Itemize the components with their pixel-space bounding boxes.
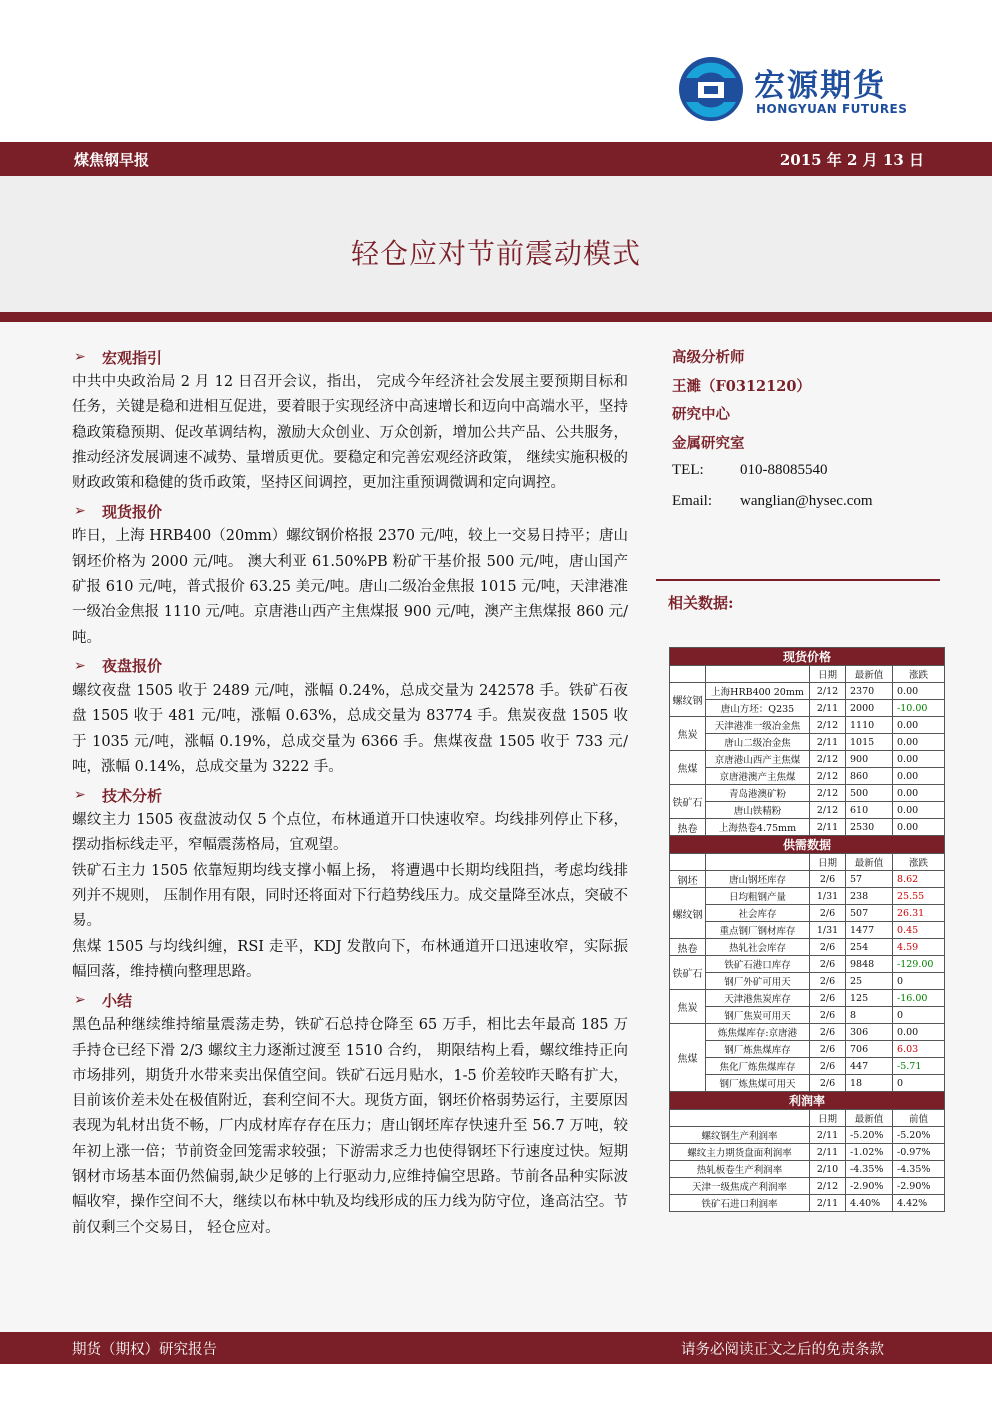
table-value-cell: 706 [846,1041,893,1058]
title-divider [0,312,992,322]
table-header-cell [706,666,810,683]
table-item-cell: 上海热卷4.75mm [706,819,810,836]
table-row [670,888,945,905]
footer-report-type: 期货（期权）研究报告 [72,1342,217,1358]
related-data-label: 相关数据: [668,594,734,612]
table-value-cell: 447 [846,1058,893,1075]
table-row [670,819,945,836]
table-change-cell: 8.62 [893,871,945,888]
table-date-cell: 2/11 [810,1195,846,1212]
table-category-cell: 铁矿石 [670,785,706,819]
section-title: 宏观指引 [102,348,163,367]
table-row [670,871,945,888]
section-heading [72,653,628,679]
table-row [670,717,945,734]
table-date-cell: 2/11 [810,819,846,836]
table-row [670,922,945,939]
table-change-cell: 0.00 [893,768,945,785]
logo-english-name: HONGYUAN FUTURES [756,102,908,116]
section-title: 小结 [102,991,133,1010]
table-item-cell: 螺纹钢生产利润率 [670,1127,810,1144]
table-change-cell: 26.31 [893,905,945,922]
table-item-cell: 焦化厂炼焦煤库存 [706,1058,810,1075]
table-row [670,1024,945,1041]
table-change-cell: -16.00 [893,990,945,1007]
logo-mark-icon [678,56,744,122]
table-header-cell: 最新值 [846,666,893,683]
table-change-cell: 0.00 [893,751,945,768]
table-row [670,956,945,973]
sidebar-divider [656,579,940,581]
table-header-cell: 涨跌 [893,854,945,871]
table-value-cell: 860 [846,768,893,785]
table-date-cell: 2/11 [810,734,846,751]
table-date-cell: 2/6 [810,905,846,922]
table-item-cell: 热轧板卷生产利润率 [670,1161,810,1178]
table-value-cell: 254 [846,939,893,956]
table-row [670,939,945,956]
table-row [670,751,945,768]
section-paragraph: 螺纹主力 1505 夜盘波动仅 5 个点位，布林通道开口快速收窄。均线排列停止下移，摆动指标线走平，窄幅震荡格局，宜观望。 [72,812,628,854]
table-value-cell: -1.02% [846,1144,893,1161]
table-header-cell: 最新值 [846,854,893,871]
table-change-cell: 6.03 [893,1041,945,1058]
table-header-cell [670,666,706,683]
table-header-cell [670,1110,810,1127]
table-band-title: 现货价格 [670,648,945,666]
table-category-cell: 焦炭 [670,717,706,751]
table-value-cell: -2.90% [846,1178,893,1195]
table-band-row [670,836,945,854]
table-date-cell: 2/6 [810,939,846,956]
table-item-cell: 铁矿石港口库存 [706,956,810,973]
table-date-cell: 2/6 [810,990,846,1007]
table-header-cell [670,854,706,871]
analyst-email [672,493,944,522]
table-row [670,734,945,751]
table-row [670,905,945,922]
table-row [670,768,945,785]
table-prev-cell: -5.20% [893,1127,945,1144]
table-row [670,785,945,802]
table-prev-cell: 4.42% [893,1195,945,1212]
section-title: 现货报价 [102,502,163,521]
analyst-team: 金属研究室 [672,434,745,452]
table-change-cell: -129.00 [893,956,945,973]
table-value-cell: 2530 [846,819,893,836]
title-band [0,176,992,312]
page-title: 轻仓应对节前震动模式 [350,237,641,270]
table-date-cell: 2/6 [810,973,846,990]
table-change-cell: -10.00 [893,700,945,717]
table-change-cell: 0.00 [893,717,945,734]
report-date: 2015 年 2 月 13 日 [779,151,924,169]
report-header-bar [0,142,992,176]
table-item-cell: 青岛港澳矿粉 [706,785,810,802]
table-row [670,1007,945,1024]
page-footer [0,1332,992,1364]
chevron-right-icon: ➢ [74,503,86,520]
table-header-row [670,854,945,871]
table-row [670,1041,945,1058]
table-header-cell: 日期 [810,666,846,683]
table-date-cell: 2/10 [810,1161,846,1178]
table-header-cell: 日期 [810,854,846,871]
table-item-cell: 唐山方坯：Q235 [706,700,810,717]
section-paragraph: 中共中央政治局 2 月 12 日召开会议，指出， 完成今年经济社会发展主要预期目标和任务，关键是稳和进相互促进，要着眼于实现经济中高速增长和迈向中高端水平，坚持稳政策稳预期、促改革调结构，激励大众创业、万众创新，增加公共产品、公共服务，推动经济发展调速不减势、量增质更优。要稳定和完善宏观经济政策， 继续实施积极的财政政策和稳健的货币政策，坚持区间调控，更加注重预调微调和定向调控。 [72,374,628,492]
company-logo [678,56,938,126]
table-item-cell: 铁矿石进口利润率 [670,1195,810,1212]
table-date-cell: 1/31 [810,888,846,905]
section-paragraph: 昨日，上海 HRB400（20mm）螺纹钢价格报 2370 元/吨，较上一交易日持平；唐山钢坯价格为 2000 元/吨。 澳大利亚 61.50%PB 粉矿干基价报 500 元/吨，唐山国产矿报 610 元/吨，普式报价 63.25 美元/吨。唐山二级冶金焦报 1015 元/吨，天津港准一级冶金焦报 1110 元/吨。京唐港山西产主焦煤报 900 元/吨，澳产主焦煤报 860 元/吨。 [72,528,628,646]
table-item-cell: 天津港准一级冶金焦 [706,717,810,734]
table-category-cell: 钢坯 [670,871,706,888]
market-data-table [669,647,945,1212]
table-item-cell: 钢厂外矿可用天 [706,973,810,990]
table-date-cell: 2/12 [810,802,846,819]
table-row [670,1195,945,1212]
table-date-cell: 2/11 [810,1144,846,1161]
table-item-cell: 社会库存 [706,905,810,922]
table-date-cell: 2/6 [810,1058,846,1075]
table-band-title: 利润率 [670,1092,945,1110]
table-category-cell: 焦煤 [670,1024,706,1092]
table-band-row [670,648,945,666]
logo-chinese-name: 宏源期货 [754,68,886,104]
table-value-cell: 4.40% [846,1195,893,1212]
table-date-cell: 2/6 [810,871,846,888]
table-date-cell: 2/6 [810,1007,846,1024]
analyst-info [672,346,944,522]
table-change-cell: -5.71 [893,1058,945,1075]
table-change-cell: 25.55 [893,888,945,905]
table-value-cell: 18 [846,1075,893,1092]
section-heading [72,344,628,370]
table-item-cell: 天津港焦炭库存 [706,990,810,1007]
table-row [670,802,945,819]
table-category-cell: 螺纹钢 [670,888,706,939]
email-label: Email: [672,493,712,509]
table-item-cell: 京唐港山西产主焦煤 [706,751,810,768]
analyst-name: 王濉（F0312120） [672,377,811,395]
table-item-cell: 日均粗钢产量 [706,888,810,905]
table-item-cell: 天津一级焦成产利润率 [670,1178,810,1195]
table-value-cell: 500 [846,785,893,802]
table-date-cell: 2/6 [810,956,846,973]
section-paragraph: 铁矿石主力 1505 依靠短期均线支撑小幅上扬， 将遭遇中长期均线阻挡，考虑均线排列并不规则， 压制作用有限，同时还将面对下行趋势线压力。成交量降至冰点，突破不易。 [72,862,628,930]
table-value-cell: 9848 [846,956,893,973]
table-item-cell: 京唐港澳产主焦煤 [706,768,810,785]
table-change-cell: 4.59 [893,939,945,956]
table-change-cell: 0.00 [893,785,945,802]
table-value-cell: 306 [846,1024,893,1041]
table-header-cell: 前值 [893,1110,945,1127]
table-item-cell: 螺纹主力期货盘面利润率 [670,1144,810,1161]
table-value-cell: 2370 [846,683,893,700]
table-row [670,1161,945,1178]
table-date-cell: 2/12 [810,683,846,700]
table-value-cell: -5.20% [846,1127,893,1144]
table-header-row [670,666,945,683]
table-value-cell: 900 [846,751,893,768]
table-date-cell: 2/6 [810,1075,846,1092]
table-date-cell: 2/12 [810,768,846,785]
table-value-cell: 8 [846,1007,893,1024]
section-heading [72,987,628,1013]
table-change-cell: 0 [893,1007,945,1024]
table-change-cell: 0.45 [893,922,945,939]
table-header-row [670,1110,945,1127]
table-value-cell: -4.35% [846,1161,893,1178]
table-prev-cell: -2.90% [893,1178,945,1195]
table-date-cell: 2/11 [810,700,846,717]
table-value-cell: 57 [846,871,893,888]
table-prev-cell: -4.35% [893,1161,945,1178]
table-row [670,990,945,1007]
table-row [670,1144,945,1161]
phone-value: 010-88085540 [740,462,828,478]
section-heading [72,782,628,808]
report-name: 煤焦钢早报 [74,151,150,169]
section-paragraph: 黑色品种继续维持缩量震荡走势，铁矿石总持仓降至 65 万手，相比去年最高 185 万手持仓已经下滑 2/3 螺纹主力逐渐过渡至 1510 合约， 期限结构上看，螺纹维持正向市场排列，期货升水带来卖出保值空间。铁矿石远月贴水，1-5 价差较昨天略有扩大，目前该价差未处在极值附近，套利空间不大。现货方面，钢坯价格弱势运行，主要原因表现为轧材出货不畅，厂内成材库存存在压力；唐山钢坯库存快速升至 56.7 万吨，较年初上涨一倍；节前资金回笼需求较强；下游需求乏力也使得钢坯下行速度过快。短期钢材市场基本面仍然偏弱,缺少足够的上行驱动力,应维持偏空思路。节前各品种实际波幅收窄，操作空间不大，继续以布林中轨及均线形成的压力线为防守位，逢高沽空。节前仅剩三个交易日， 轻仓应对。 [72,1017,628,1236]
table-date-cell: 2/6 [810,1041,846,1058]
table-value-cell: 1477 [846,922,893,939]
section-title: 技术分析 [102,786,163,805]
table-item-cell: 钢厂炼焦煤可用天 [706,1075,810,1092]
table-band-title: 供需数据 [670,836,945,854]
email-value[interactable]: wanglian@hysec.com [740,493,873,509]
table-change-cell: 0.00 [893,802,945,819]
table-value-cell: 610 [846,802,893,819]
table-category-cell: 焦煤 [670,751,706,785]
body-column [72,342,628,1241]
table-category-cell: 热卷 [670,939,706,956]
table-item-cell: 唐山二级冶金焦 [706,734,810,751]
table-row [670,1075,945,1092]
table-item-cell: 热轧社会库存 [706,939,810,956]
section-heading [72,498,628,524]
table-row [670,1058,945,1075]
table-date-cell: 2/12 [810,1178,846,1195]
table-change-cell: 0.00 [893,683,945,700]
table-change-cell: 0.00 [893,819,945,836]
table-item-cell: 唐山钢坯库存 [706,871,810,888]
table-value-cell: 25 [846,973,893,990]
table-header-cell: 日期 [810,1110,846,1127]
chevron-right-icon: ➢ [74,992,86,1009]
table-item-cell: 唐山铁精粉 [706,802,810,819]
footer-disclaimer: 请务必阅读正文之后的免责条款 [681,1342,884,1358]
section-paragraph: 焦煤 1505 与均线纠缠，RSI 走平，KDJ 发散向下，布林通道开口迅速收窄，实际振幅回落，维持横向整理思路。 [72,938,628,980]
table-header-cell [706,854,810,871]
table-value-cell: 2000 [846,700,893,717]
table-header-cell: 涨跌 [893,666,945,683]
table-prev-cell: -0.97% [893,1144,945,1161]
table-category-cell: 焦炭 [670,990,706,1024]
table-item-cell: 钢厂炼焦煤库存 [706,1041,810,1058]
analyst-phone [672,462,944,491]
table-category-cell: 热卷 [670,819,706,836]
analyst-role: 高级分析师 [672,349,745,366]
table-row [670,700,945,717]
table-item-cell: 炼焦煤库存:京唐港 [706,1024,810,1041]
table-change-cell: 0 [893,973,945,990]
table-date-cell: 2/12 [810,785,846,802]
section-title: 夜盘报价 [102,657,163,676]
table-change-cell: 0.00 [893,1024,945,1041]
table-row [670,973,945,990]
table-item-cell: 钢厂焦炭可用天 [706,1007,810,1024]
section-paragraph: 螺纹夜盘 1505 收于 2489 元/吨，涨幅 0.24%，总成交量为 242578 手。铁矿石夜盘 1505 收于 481 元/吨，涨幅 0.63%，总成交量为 83774 手。焦炭夜盘 1505 收于 1035 元/吨，涨幅 0.19%，总成交量为 6366 手。焦煤夜盘 1505 收于 733 元/吨，涨幅 0.14%，总成交量为 3222 手。 [72,682,628,775]
chevron-right-icon: ➢ [74,349,86,365]
table-date-cell: 2/12 [810,751,846,768]
table-category-cell: 铁矿石 [670,956,706,990]
table-change-cell: 0.00 [893,734,945,751]
table-date-cell: 2/11 [810,1127,846,1144]
table-change-cell: 0 [893,1075,945,1092]
table-value-cell: 507 [846,905,893,922]
table-date-cell: 2/6 [810,1024,846,1041]
table-date-cell: 2/12 [810,717,846,734]
table-value-cell: 125 [846,990,893,1007]
chevron-right-icon: ➢ [74,787,86,804]
chevron-right-icon: ➢ [74,657,86,674]
table-row [670,1127,945,1144]
table-date-cell: 1/31 [810,922,846,939]
table-value-cell: 238 [846,888,893,905]
table-category-cell: 螺纹钢 [670,683,706,717]
table-row [670,683,945,700]
table-row [670,1178,945,1195]
table-item-cell: 重点钢厂钢材库存 [706,922,810,939]
table-value-cell: 1110 [846,717,893,734]
table-band-row [670,1092,945,1110]
market-data-table-body [670,648,945,1212]
analyst-dept: 研究中心 [672,406,730,423]
table-header-cell: 最新值 [846,1110,893,1127]
phone-label: TEL: [672,462,704,478]
table-item-cell: 上海HRB400 20mm [706,683,810,700]
table-value-cell: 1015 [846,734,893,751]
